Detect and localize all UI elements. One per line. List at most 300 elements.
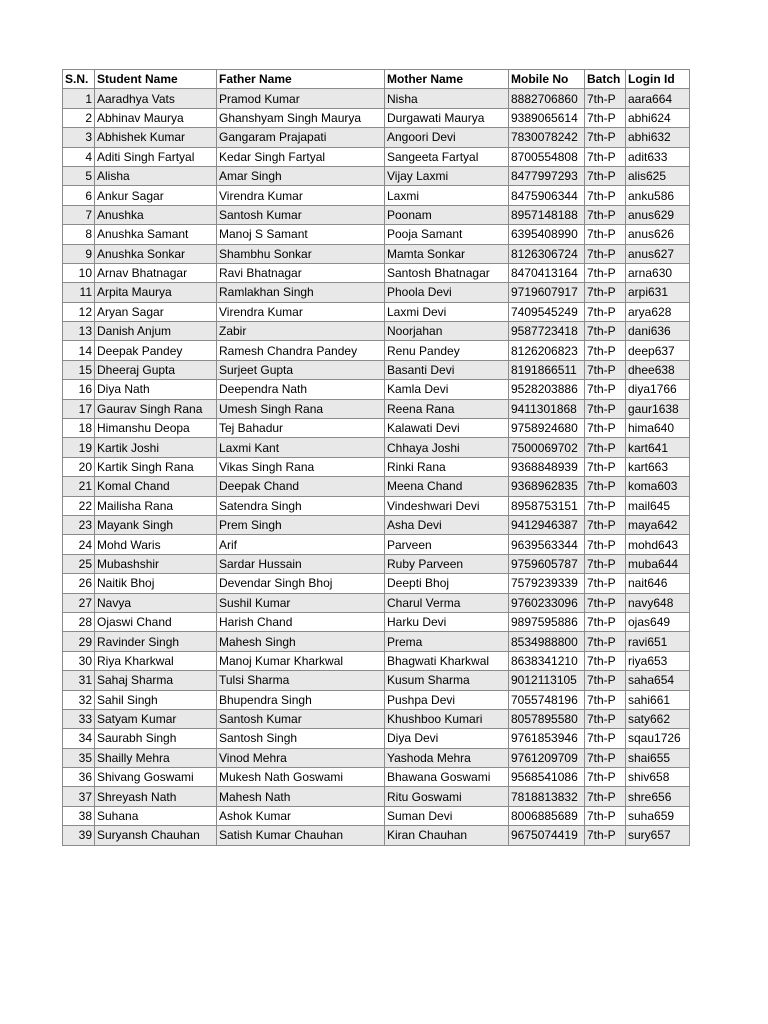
cell-login-id: riya653 xyxy=(626,651,690,670)
table-row xyxy=(63,419,690,438)
cell-batch: 7th-P xyxy=(585,632,626,651)
cell-mother-name: Santosh Bhatnagar xyxy=(385,263,509,282)
cell-student-name: Diya Nath xyxy=(95,380,217,399)
cell-father-name: Laxmi Kant xyxy=(217,438,385,457)
cell-father-name: Tej Bahadur xyxy=(217,419,385,438)
cell-mother-name: Meena Chand xyxy=(385,477,509,496)
cell-student-name: Shivang Goswami xyxy=(95,768,217,787)
cell-mobile-no: 8957148188 xyxy=(509,205,585,224)
cell-batch: 7th-P xyxy=(585,438,626,457)
cell-sn: 34 xyxy=(63,729,95,748)
cell-student-name: Shreyash Nath xyxy=(95,787,217,806)
cell-login-id: navy648 xyxy=(626,593,690,612)
cell-sn: 1 xyxy=(63,89,95,108)
cell-login-id: abhi632 xyxy=(626,128,690,147)
cell-mother-name: Pushpa Devi xyxy=(385,690,509,709)
header-row xyxy=(63,70,690,89)
cell-login-id: dhee638 xyxy=(626,360,690,379)
cell-login-id: ojas649 xyxy=(626,612,690,631)
cell-batch: 7th-P xyxy=(585,380,626,399)
cell-login-id: shai655 xyxy=(626,748,690,767)
cell-batch: 7th-P xyxy=(585,322,626,341)
cell-father-name: Zabir xyxy=(217,322,385,341)
cell-mother-name: Basanti Devi xyxy=(385,360,509,379)
cell-login-id: gaur1638 xyxy=(626,399,690,418)
cell-batch: 7th-P xyxy=(585,729,626,748)
cell-mobile-no: 9368962835 xyxy=(509,477,585,496)
table-row xyxy=(63,477,690,496)
cell-student-name: Arpita Maurya xyxy=(95,283,217,302)
cell-student-name: Kartik Singh Rana xyxy=(95,457,217,476)
cell-login-id: shiv658 xyxy=(626,768,690,787)
cell-mother-name: Ritu Goswami xyxy=(385,787,509,806)
cell-mother-name: Ruby Parveen xyxy=(385,554,509,573)
cell-sn: 3 xyxy=(63,128,95,147)
cell-login-id: anku586 xyxy=(626,186,690,205)
column-header-sn: S.N. xyxy=(63,70,95,89)
cell-login-id: anus626 xyxy=(626,225,690,244)
cell-login-id: kart641 xyxy=(626,438,690,457)
cell-batch: 7th-P xyxy=(585,496,626,515)
table-row xyxy=(63,612,690,631)
cell-mother-name: Charul Verma xyxy=(385,593,509,612)
cell-sn: 12 xyxy=(63,302,95,321)
cell-father-name: Bhupendra Singh xyxy=(217,690,385,709)
cell-login-id: arya628 xyxy=(626,302,690,321)
cell-mobile-no: 9389065614 xyxy=(509,108,585,127)
cell-student-name: Mayank Singh xyxy=(95,515,217,534)
table-row xyxy=(63,89,690,108)
cell-mother-name: Mamta Sonkar xyxy=(385,244,509,263)
cell-sn: 5 xyxy=(63,166,95,185)
table-row xyxy=(63,438,690,457)
table-row xyxy=(63,709,690,728)
cell-student-name: Abhinav Maurya xyxy=(95,108,217,127)
cell-father-name: Santosh Kumar xyxy=(217,205,385,224)
cell-batch: 7th-P xyxy=(585,612,626,631)
cell-student-name: Anushka Sonkar xyxy=(95,244,217,263)
table-row xyxy=(63,748,690,767)
cell-mother-name: Laxmi xyxy=(385,186,509,205)
cell-mobile-no: 9758924680 xyxy=(509,419,585,438)
table-row xyxy=(63,302,690,321)
cell-father-name: Ramlakhan Singh xyxy=(217,283,385,302)
cell-father-name: Vinod Mehra xyxy=(217,748,385,767)
cell-sn: 23 xyxy=(63,515,95,534)
table-row xyxy=(63,147,690,166)
cell-mobile-no: 8477997293 xyxy=(509,166,585,185)
cell-father-name: Harish Chand xyxy=(217,612,385,631)
cell-student-name: Riya Kharkwal xyxy=(95,651,217,670)
cell-father-name: Sardar Hussain xyxy=(217,554,385,573)
cell-mother-name: Prema xyxy=(385,632,509,651)
cell-batch: 7th-P xyxy=(585,574,626,593)
cell-father-name: Sushil Kumar xyxy=(217,593,385,612)
cell-student-name: Deepak Pandey xyxy=(95,341,217,360)
cell-login-id: abhi624 xyxy=(626,108,690,127)
cell-student-name: Sahil Singh xyxy=(95,690,217,709)
column-header-mobile-no: Mobile No xyxy=(509,70,585,89)
cell-mobile-no: 8057895580 xyxy=(509,709,585,728)
cell-batch: 7th-P xyxy=(585,593,626,612)
cell-login-id: deep637 xyxy=(626,341,690,360)
cell-login-id: arpi631 xyxy=(626,283,690,302)
cell-mother-name: Kalawati Devi xyxy=(385,419,509,438)
cell-login-id: saty662 xyxy=(626,709,690,728)
cell-mother-name: Durgawati Maurya xyxy=(385,108,509,127)
cell-batch: 7th-P xyxy=(585,205,626,224)
cell-sn: 22 xyxy=(63,496,95,515)
cell-student-name: Ojaswi Chand xyxy=(95,612,217,631)
table-row xyxy=(63,515,690,534)
cell-mobile-no: 9568541086 xyxy=(509,768,585,787)
cell-login-id: alis625 xyxy=(626,166,690,185)
cell-batch: 7th-P xyxy=(585,709,626,728)
cell-mother-name: Kamla Devi xyxy=(385,380,509,399)
cell-mother-name: Phoola Devi xyxy=(385,283,509,302)
cell-mobile-no: 9528203886 xyxy=(509,380,585,399)
cell-batch: 7th-P xyxy=(585,128,626,147)
cell-mobile-no: 9675074419 xyxy=(509,826,585,845)
cell-mobile-no: 7818813832 xyxy=(509,787,585,806)
cell-mobile-no: 7055748196 xyxy=(509,690,585,709)
table-row xyxy=(63,826,690,845)
cell-student-name: Suhana xyxy=(95,806,217,825)
cell-father-name: Umesh Singh Rana xyxy=(217,399,385,418)
cell-sn: 25 xyxy=(63,554,95,573)
cell-mother-name: Kusum Sharma xyxy=(385,671,509,690)
cell-sn: 29 xyxy=(63,632,95,651)
cell-mother-name: Nisha xyxy=(385,89,509,108)
cell-student-name: Naitik Bhoj xyxy=(95,574,217,593)
table-row xyxy=(63,244,690,263)
column-header-student-name: Student Name xyxy=(95,70,217,89)
cell-mobile-no: 9761853946 xyxy=(509,729,585,748)
cell-batch: 7th-P xyxy=(585,690,626,709)
cell-student-name: Suryansh Chauhan xyxy=(95,826,217,845)
cell-sn: 15 xyxy=(63,360,95,379)
cell-login-id: suha659 xyxy=(626,806,690,825)
cell-sn: 17 xyxy=(63,399,95,418)
cell-father-name: Shambhu Sonkar xyxy=(217,244,385,263)
cell-mobile-no: 7579239339 xyxy=(509,574,585,593)
cell-mobile-no: 9639563344 xyxy=(509,535,585,554)
cell-father-name: Deepak Chand xyxy=(217,477,385,496)
cell-sn: 6 xyxy=(63,186,95,205)
cell-login-id: anus627 xyxy=(626,244,690,263)
cell-sn: 9 xyxy=(63,244,95,263)
cell-sn: 20 xyxy=(63,457,95,476)
cell-mobile-no: 9761209709 xyxy=(509,748,585,767)
cell-student-name: Himanshu Deopa xyxy=(95,419,217,438)
cell-mobile-no: 8638341210 xyxy=(509,651,585,670)
cell-sn: 33 xyxy=(63,709,95,728)
cell-mobile-no: 7500069702 xyxy=(509,438,585,457)
cell-mobile-no: 9760233096 xyxy=(509,593,585,612)
cell-sn: 19 xyxy=(63,438,95,457)
cell-batch: 7th-P xyxy=(585,748,626,767)
cell-batch: 7th-P xyxy=(585,360,626,379)
cell-student-name: Aryan Sagar xyxy=(95,302,217,321)
cell-student-name: Sahaj Sharma xyxy=(95,671,217,690)
cell-batch: 7th-P xyxy=(585,651,626,670)
cell-mobile-no: 9759605787 xyxy=(509,554,585,573)
cell-sn: 39 xyxy=(63,826,95,845)
cell-sn: 37 xyxy=(63,787,95,806)
table-row xyxy=(63,360,690,379)
student-table xyxy=(62,69,690,846)
cell-sn: 7 xyxy=(63,205,95,224)
cell-sn: 16 xyxy=(63,380,95,399)
cell-mobile-no: 8126206823 xyxy=(509,341,585,360)
cell-sn: 10 xyxy=(63,263,95,282)
cell-father-name: Manoj Kumar Kharkwal xyxy=(217,651,385,670)
cell-sn: 35 xyxy=(63,748,95,767)
cell-student-name: Abhishek Kumar xyxy=(95,128,217,147)
cell-batch: 7th-P xyxy=(585,477,626,496)
cell-login-id: sqau1726 xyxy=(626,729,690,748)
cell-login-id: ravi651 xyxy=(626,632,690,651)
cell-student-name: Ravinder Singh xyxy=(95,632,217,651)
cell-student-name: Aditi Singh Fartyal xyxy=(95,147,217,166)
cell-mother-name: Renu Pandey xyxy=(385,341,509,360)
cell-mobile-no: 8534988800 xyxy=(509,632,585,651)
cell-mobile-no: 8700554808 xyxy=(509,147,585,166)
table-row xyxy=(63,380,690,399)
table-row xyxy=(63,496,690,515)
cell-father-name: Ashok Kumar xyxy=(217,806,385,825)
cell-student-name: Mubashshir xyxy=(95,554,217,573)
cell-login-id: saha654 xyxy=(626,671,690,690)
cell-login-id: mohd643 xyxy=(626,535,690,554)
table-row xyxy=(63,166,690,185)
table-row xyxy=(63,283,690,302)
cell-father-name: Prem Singh xyxy=(217,515,385,534)
cell-mother-name: Reena Rana xyxy=(385,399,509,418)
cell-login-id: adit633 xyxy=(626,147,690,166)
cell-sn: 18 xyxy=(63,419,95,438)
table-row xyxy=(63,593,690,612)
cell-batch: 7th-P xyxy=(585,554,626,573)
table-row xyxy=(63,205,690,224)
cell-father-name: Mahesh Singh xyxy=(217,632,385,651)
cell-sn: 32 xyxy=(63,690,95,709)
cell-mother-name: Vindeshwari Devi xyxy=(385,496,509,515)
cell-batch: 7th-P xyxy=(585,806,626,825)
cell-father-name: Manoj S Samant xyxy=(217,225,385,244)
table-row xyxy=(63,787,690,806)
cell-mother-name: Angoori Devi xyxy=(385,128,509,147)
cell-sn: 4 xyxy=(63,147,95,166)
cell-student-name: Alisha xyxy=(95,166,217,185)
cell-father-name: Ghanshyam Singh Maurya xyxy=(217,108,385,127)
cell-mobile-no: 6395408990 xyxy=(509,225,585,244)
column-header-father-name: Father Name xyxy=(217,70,385,89)
cell-sn: 30 xyxy=(63,651,95,670)
cell-sn: 13 xyxy=(63,322,95,341)
cell-sn: 14 xyxy=(63,341,95,360)
cell-mother-name: Suman Devi xyxy=(385,806,509,825)
cell-login-id: mail645 xyxy=(626,496,690,515)
cell-batch: 7th-P xyxy=(585,671,626,690)
cell-father-name: Vikas Singh Rana xyxy=(217,457,385,476)
cell-batch: 7th-P xyxy=(585,166,626,185)
cell-father-name: Ravi Bhatnagar xyxy=(217,263,385,282)
cell-student-name: Anushka xyxy=(95,205,217,224)
cell-father-name: Virendra Kumar xyxy=(217,302,385,321)
cell-student-name: Anushka Samant xyxy=(95,225,217,244)
cell-mother-name: Vijay Laxmi xyxy=(385,166,509,185)
cell-batch: 7th-P xyxy=(585,787,626,806)
cell-mother-name: Noorjahan xyxy=(385,322,509,341)
cell-login-id: muba644 xyxy=(626,554,690,573)
cell-login-id: hima640 xyxy=(626,419,690,438)
cell-mother-name: Rinki Rana xyxy=(385,457,509,476)
table-row xyxy=(63,263,690,282)
cell-mobile-no: 9411301868 xyxy=(509,399,585,418)
cell-sn: 38 xyxy=(63,806,95,825)
cell-student-name: Aaradhya Vats xyxy=(95,89,217,108)
cell-student-name: Dheeraj Gupta xyxy=(95,360,217,379)
cell-mobile-no: 9587723418 xyxy=(509,322,585,341)
cell-student-name: Ankur Sagar xyxy=(95,186,217,205)
cell-sn: 11 xyxy=(63,283,95,302)
cell-father-name: Satish Kumar Chauhan xyxy=(217,826,385,845)
cell-mother-name: Sangeeta Fartyal xyxy=(385,147,509,166)
cell-sn: 24 xyxy=(63,535,95,554)
cell-father-name: Amar Singh xyxy=(217,166,385,185)
cell-login-id: arna630 xyxy=(626,263,690,282)
cell-sn: 21 xyxy=(63,477,95,496)
cell-mobile-no: 8470413164 xyxy=(509,263,585,282)
cell-father-name: Arif xyxy=(217,535,385,554)
cell-mother-name: Asha Devi xyxy=(385,515,509,534)
cell-father-name: Santosh Singh xyxy=(217,729,385,748)
cell-student-name: Arnav Bhatnagar xyxy=(95,263,217,282)
cell-batch: 7th-P xyxy=(585,108,626,127)
cell-batch: 7th-P xyxy=(585,283,626,302)
cell-student-name: Komal Chand xyxy=(95,477,217,496)
cell-student-name: Kartik Joshi xyxy=(95,438,217,457)
cell-mobile-no: 8006885689 xyxy=(509,806,585,825)
cell-student-name: Danish Anjum xyxy=(95,322,217,341)
cell-batch: 7th-P xyxy=(585,225,626,244)
cell-batch: 7th-P xyxy=(585,263,626,282)
cell-father-name: Gangaram Prajapati xyxy=(217,128,385,147)
cell-mother-name: Bhawana Goswami xyxy=(385,768,509,787)
cell-sn: 2 xyxy=(63,108,95,127)
cell-login-id: sahi661 xyxy=(626,690,690,709)
cell-sn: 26 xyxy=(63,574,95,593)
table-body xyxy=(63,89,690,845)
table-row xyxy=(63,457,690,476)
cell-login-id: diya1766 xyxy=(626,380,690,399)
cell-father-name: Tulsi Sharma xyxy=(217,671,385,690)
cell-mother-name: Deepti Bhoj xyxy=(385,574,509,593)
table-row xyxy=(63,399,690,418)
table-row xyxy=(63,535,690,554)
cell-login-id: nait646 xyxy=(626,574,690,593)
cell-student-name: Shailly Mehra xyxy=(95,748,217,767)
cell-batch: 7th-P xyxy=(585,186,626,205)
cell-mobile-no: 9719607917 xyxy=(509,283,585,302)
cell-student-name: Saurabh Singh xyxy=(95,729,217,748)
cell-mother-name: Bhagwati Kharkwal xyxy=(385,651,509,670)
cell-mother-name: Chhaya Joshi xyxy=(385,438,509,457)
cell-mother-name: Laxmi Devi xyxy=(385,302,509,321)
table-row xyxy=(63,128,690,147)
table-row xyxy=(63,322,690,341)
cell-father-name: Ramesh Chandra Pandey xyxy=(217,341,385,360)
cell-father-name: Kedar Singh Fartyal xyxy=(217,147,385,166)
cell-login-id: kart663 xyxy=(626,457,690,476)
table-row xyxy=(63,341,690,360)
cell-login-id: maya642 xyxy=(626,515,690,534)
cell-student-name: Satyam Kumar xyxy=(95,709,217,728)
cell-sn: 31 xyxy=(63,671,95,690)
cell-mother-name: Poonam xyxy=(385,205,509,224)
table-row xyxy=(63,632,690,651)
cell-mobile-no: 8191866511 xyxy=(509,360,585,379)
cell-batch: 7th-P xyxy=(585,147,626,166)
cell-mobile-no: 7409545249 xyxy=(509,302,585,321)
cell-mobile-no: 9412946387 xyxy=(509,515,585,534)
table-row xyxy=(63,225,690,244)
cell-mobile-no: 9897595886 xyxy=(509,612,585,631)
cell-batch: 7th-P xyxy=(585,768,626,787)
cell-batch: 7th-P xyxy=(585,399,626,418)
column-header-batch: Batch xyxy=(585,70,626,89)
cell-student-name: Navya xyxy=(95,593,217,612)
cell-mobile-no: 8126306724 xyxy=(509,244,585,263)
cell-father-name: Deependra Nath xyxy=(217,380,385,399)
table-row xyxy=(63,108,690,127)
cell-student-name: Gaurav Singh Rana xyxy=(95,399,217,418)
cell-mobile-no: 8882706860 xyxy=(509,89,585,108)
cell-batch: 7th-P xyxy=(585,515,626,534)
cell-student-name: Mailisha Rana xyxy=(95,496,217,515)
cell-father-name: Santosh Kumar xyxy=(217,709,385,728)
table-row xyxy=(63,671,690,690)
cell-mobile-no: 8475906344 xyxy=(509,186,585,205)
cell-father-name: Virendra Kumar xyxy=(217,186,385,205)
column-header-login-id: Login Id xyxy=(626,70,690,89)
cell-sn: 36 xyxy=(63,768,95,787)
cell-login-id: aara664 xyxy=(626,89,690,108)
cell-login-id: shre656 xyxy=(626,787,690,806)
cell-mother-name: Diya Devi xyxy=(385,729,509,748)
cell-student-name: Mohd Waris xyxy=(95,535,217,554)
cell-mother-name: Khushboo Kumari xyxy=(385,709,509,728)
cell-login-id: sury657 xyxy=(626,826,690,845)
cell-sn: 28 xyxy=(63,612,95,631)
cell-father-name: Mahesh Nath xyxy=(217,787,385,806)
cell-mother-name: Harku Devi xyxy=(385,612,509,631)
cell-mobile-no: 9012113105 xyxy=(509,671,585,690)
cell-batch: 7th-P xyxy=(585,89,626,108)
cell-login-id: koma603 xyxy=(626,477,690,496)
cell-mother-name: Kiran Chauhan xyxy=(385,826,509,845)
cell-batch: 7th-P xyxy=(585,826,626,845)
cell-mother-name: Parveen xyxy=(385,535,509,554)
table-row xyxy=(63,554,690,573)
table-row xyxy=(63,729,690,748)
cell-mother-name: Yashoda Mehra xyxy=(385,748,509,767)
cell-batch: 7th-P xyxy=(585,535,626,554)
cell-father-name: Satendra Singh xyxy=(217,496,385,515)
cell-father-name: Surjeet Gupta xyxy=(217,360,385,379)
cell-batch: 7th-P xyxy=(585,302,626,321)
